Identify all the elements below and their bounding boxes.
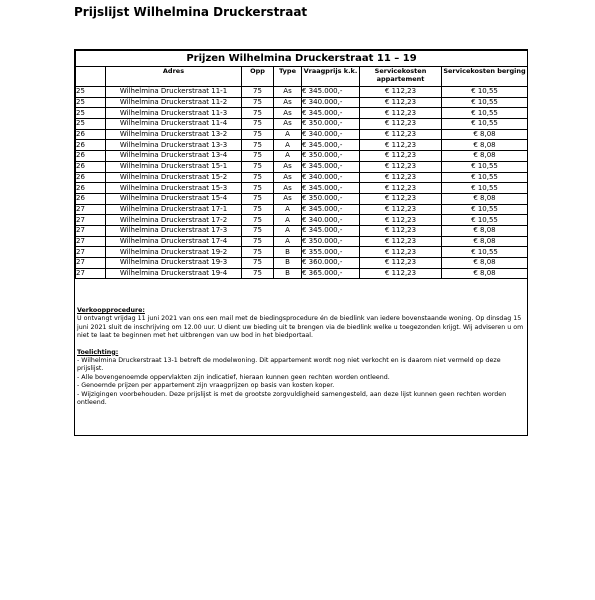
cell-servicekosten-berging: € 10,55 — [442, 97, 528, 108]
cell-opp: 75 — [242, 108, 274, 119]
cell-servicekosten-berging: € 10,55 — [442, 108, 528, 119]
price-list-frame — [74, 49, 528, 436]
cell-adres: Wilhelmina Druckerstraat 17-3 — [106, 225, 242, 236]
cell-type: A — [274, 204, 302, 215]
header-vraagprijs: Vraagprijs k.k. — [302, 67, 360, 87]
cell-servicekosten-appartement: € 112,23 — [360, 225, 442, 236]
cell-type: A — [274, 236, 302, 247]
table-row — [76, 108, 528, 119]
cell-opp: 75 — [242, 161, 274, 172]
cell-type: As — [274, 172, 302, 183]
procedure-heading: Verkoopprocedure: — [77, 307, 145, 314]
toelichting-line: - Wilhelmina Druckerstraat 13-1 betreft de modelwoning. Dit appartement wordt nog niet verkocht en is daarom niet vermeld op deze prijslijst. — [77, 357, 501, 373]
cell-bouwnummer: 27 — [76, 236, 106, 247]
cell-servicekosten-appartement: € 112,23 — [360, 204, 442, 215]
cell-type: As — [274, 97, 302, 108]
cell-opp: 75 — [242, 193, 274, 204]
cell-adres: Wilhelmina Druckerstraat 19-4 — [106, 268, 242, 279]
cell-adres: Wilhelmina Druckerstraat 19-3 — [106, 258, 242, 269]
cell-servicekosten-appartement: € 112,23 — [360, 193, 442, 204]
cell-servicekosten-berging: € 8,08 — [442, 140, 528, 151]
cell-servicekosten-berging: € 10,55 — [442, 119, 528, 130]
cell-opp: 75 — [242, 215, 274, 226]
cell-bouwnummer: 25 — [76, 119, 106, 130]
cell-type: B — [274, 258, 302, 269]
cell-bouwnummer: 27 — [76, 225, 106, 236]
cell-type: A — [274, 225, 302, 236]
cell-vraagprijs: € 345.000,- — [302, 225, 360, 236]
cell-bouwnummer: 27 — [76, 204, 106, 215]
table-row — [76, 225, 528, 236]
cell-adres: Wilhelmina Druckerstraat 11-1 — [106, 87, 242, 98]
cell-servicekosten-berging: € 10,55 — [442, 172, 528, 183]
cell-servicekosten-berging: € 8,08 — [442, 236, 528, 247]
cell-opp: 75 — [242, 225, 274, 236]
table-row — [76, 129, 528, 140]
cell-servicekosten-appartement: € 112,23 — [360, 151, 442, 162]
cell-adres: Wilhelmina Druckerstraat 15-3 — [106, 183, 242, 194]
cell-adres: Wilhelmina Druckerstraat 17-1 — [106, 204, 242, 215]
cell-servicekosten-berging: € 8,08 — [442, 193, 528, 204]
page-title: Prijslijst Wilhelmina Druckerstraat — [74, 5, 308, 19]
cell-bouwnummer: 26 — [76, 193, 106, 204]
cell-servicekosten-appartement: € 112,23 — [360, 119, 442, 130]
cell-bouwnummer: 27 — [76, 258, 106, 269]
cell-opp: 75 — [242, 140, 274, 151]
cell-vraagprijs: € 345.000,- — [302, 204, 360, 215]
cell-adres: Wilhelmina Druckerstraat 17-4 — [106, 236, 242, 247]
table-row — [76, 183, 528, 194]
table-row — [76, 215, 528, 226]
cell-opp: 75 — [242, 129, 274, 140]
cell-adres: Wilhelmina Druckerstraat 11-4 — [106, 119, 242, 130]
cell-opp: 75 — [242, 97, 274, 108]
table-row — [76, 204, 528, 215]
cell-bouwnummer: 26 — [76, 172, 106, 183]
cell-servicekosten-appartement: € 112,23 — [360, 129, 442, 140]
cell-vraagprijs: € 355.000,- — [302, 247, 360, 258]
cell-vraagprijs: € 340.000,- — [302, 215, 360, 226]
cell-vraagprijs: € 345.000,- — [302, 87, 360, 98]
cell-vraagprijs: € 350.000,- — [302, 151, 360, 162]
cell-type: As — [274, 193, 302, 204]
table-title: Prijzen Wilhelmina Druckerstraat 11 – 19 — [76, 51, 528, 67]
cell-opp: 75 — [242, 258, 274, 269]
table-row — [76, 97, 528, 108]
table-row — [76, 172, 528, 183]
header-bouwnummer — [76, 67, 106, 87]
cell-servicekosten-appartement: € 112,23 — [360, 247, 442, 258]
cell-servicekosten-berging: € 8,08 — [442, 225, 528, 236]
cell-servicekosten-appartement: € 112,23 — [360, 87, 442, 98]
cell-servicekosten-appartement: € 112,23 — [360, 140, 442, 151]
toelichting-list — [77, 357, 527, 407]
cell-servicekosten-appartement: € 112,23 — [360, 161, 442, 172]
table-row — [76, 247, 528, 258]
table-row — [76, 87, 528, 98]
cell-vraagprijs: € 345.000,- — [302, 108, 360, 119]
header-servicekosten-berging: Servicekosten berging — [442, 67, 528, 87]
cell-bouwnummer: 25 — [76, 87, 106, 98]
header-adres: Adres — [106, 67, 242, 87]
notes — [77, 307, 527, 407]
table-body — [76, 87, 528, 279]
table-row — [76, 161, 528, 172]
toelichting-line: - Alle bovengenoemde oppervlakten zijn indicatief, hieraan kunnen geen rechten worden ontleend. — [77, 373, 390, 381]
cell-opp: 75 — [242, 119, 274, 130]
cell-servicekosten-berging: € 10,55 — [442, 204, 528, 215]
cell-opp: 75 — [242, 268, 274, 279]
table-row — [76, 268, 528, 279]
cell-vraagprijs: € 365.000,- — [302, 268, 360, 279]
cell-vraagprijs: € 350.000,- — [302, 236, 360, 247]
price-table — [75, 50, 528, 279]
table-row — [76, 140, 528, 151]
cell-type: A — [274, 151, 302, 162]
cell-type: B — [274, 268, 302, 279]
cell-opp: 75 — [242, 87, 274, 98]
cell-bouwnummer: 27 — [76, 215, 106, 226]
header-type: Type — [274, 67, 302, 87]
cell-type: B — [274, 247, 302, 258]
cell-bouwnummer: 26 — [76, 161, 106, 172]
header-opp: Opp — [242, 67, 274, 87]
cell-type: As — [274, 87, 302, 98]
table-row — [76, 151, 528, 162]
cell-servicekosten-appartement: € 112,23 — [360, 97, 442, 108]
cell-bouwnummer: 26 — [76, 140, 106, 151]
cell-servicekosten-appartement: € 112,23 — [360, 236, 442, 247]
cell-adres: Wilhelmina Druckerstraat 11-3 — [106, 108, 242, 119]
cell-bouwnummer: 26 — [76, 183, 106, 194]
cell-servicekosten-berging: € 10,55 — [442, 87, 528, 98]
cell-bouwnummer: 27 — [76, 268, 106, 279]
cell-servicekosten-appartement: € 112,23 — [360, 215, 442, 226]
cell-servicekosten-appartement: € 112,23 — [360, 183, 442, 194]
table-row — [76, 258, 528, 269]
table-row — [76, 236, 528, 247]
cell-servicekosten-berging: € 10,55 — [442, 215, 528, 226]
cell-adres: Wilhelmina Druckerstraat 15-1 — [106, 161, 242, 172]
cell-servicekosten-berging: € 10,55 — [442, 161, 528, 172]
cell-adres: Wilhelmina Druckerstraat 11-2 — [106, 97, 242, 108]
procedure-text: U ontvangt vrijdag 11 juni 2021 van ons een mail met de biedingsprocedure én de biedlink van iedere bovenstaande woning. Op dinsdag 15 juni 2021 sluit de inschrijving om 12.00 uur. U dient uw bieding uit te brengen via de biedlink welke u toegezonden krijgt. Wij adviseren u om niet te laat te beginnen met het uitbrengen van uw bod in het biedportaal. — [77, 315, 524, 340]
cell-vraagprijs: € 350.000,- — [302, 119, 360, 130]
cell-opp: 75 — [242, 247, 274, 258]
table-row — [76, 119, 528, 130]
cell-bouwnummer: 26 — [76, 151, 106, 162]
cell-vraagprijs: € 360.000,- — [302, 258, 360, 269]
cell-bouwnummer: 25 — [76, 108, 106, 119]
cell-servicekosten-appartement: € 112,23 — [360, 258, 442, 269]
cell-bouwnummer: 26 — [76, 129, 106, 140]
cell-opp: 75 — [242, 236, 274, 247]
cell-servicekosten-berging: € 8,08 — [442, 129, 528, 140]
cell-servicekosten-appartement: € 112,23 — [360, 108, 442, 119]
cell-servicekosten-berging: € 8,08 — [442, 258, 528, 269]
cell-vraagprijs: € 345.000,- — [302, 140, 360, 151]
cell-opp: 75 — [242, 183, 274, 194]
cell-vraagprijs: € 340.000,- — [302, 97, 360, 108]
toelichting-line: - Wijzigingen voorbehouden. Deze prijslijst is met de grootste zorgvuldigheid samengesteld, aan deze lijst kunnen geen rechten worden ontleend. — [77, 390, 507, 407]
cell-type: A — [274, 129, 302, 140]
cell-adres: Wilhelmina Druckerstraat 17-2 — [106, 215, 242, 226]
cell-servicekosten-appartement: € 112,23 — [360, 268, 442, 279]
cell-type: As — [274, 119, 302, 130]
cell-adres: Wilhelmina Druckerstraat 15-2 — [106, 172, 242, 183]
cell-type: As — [274, 161, 302, 172]
cell-opp: 75 — [242, 204, 274, 215]
cell-servicekosten-berging: € 8,08 — [442, 268, 528, 279]
cell-vraagprijs: € 345.000,- — [302, 161, 360, 172]
cell-vraagprijs: € 340.000,- — [302, 129, 360, 140]
cell-type: A — [274, 140, 302, 151]
cell-adres: Wilhelmina Druckerstraat 13-2 — [106, 129, 242, 140]
cell-servicekosten-berging: € 10,55 — [442, 247, 528, 258]
cell-bouwnummer: 25 — [76, 97, 106, 108]
table-row — [76, 193, 528, 204]
cell-type: A — [274, 215, 302, 226]
cell-type: As — [274, 108, 302, 119]
cell-bouwnummer: 27 — [76, 247, 106, 258]
cell-adres: Wilhelmina Druckerstraat 13-3 — [106, 140, 242, 151]
header-servicekosten-appartement: Servicekosten appartement — [360, 67, 442, 87]
cell-vraagprijs: € 350.000,- — [302, 193, 360, 204]
cell-adres: Wilhelmina Druckerstraat 13-4 — [106, 151, 242, 162]
cell-opp: 75 — [242, 172, 274, 183]
cell-vraagprijs: € 340.000,- — [302, 172, 360, 183]
cell-type: As — [274, 183, 302, 194]
cell-vraagprijs: € 345.000,- — [302, 183, 360, 194]
toelichting-heading: Toelichting: — [77, 348, 119, 356]
cell-opp: 75 — [242, 151, 274, 162]
cell-servicekosten-berging: € 10,55 — [442, 183, 528, 194]
cell-servicekosten-appartement: € 112,23 — [360, 172, 442, 183]
toelichting-line: - Genoemde prijzen per appartement zijn vraagprijzen op basis van kosten koper. — [77, 382, 335, 390]
cell-adres: Wilhelmina Druckerstraat 15-4 — [106, 193, 242, 204]
cell-adres: Wilhelmina Druckerstraat 19-2 — [106, 247, 242, 258]
cell-servicekosten-berging: € 8,08 — [442, 151, 528, 162]
